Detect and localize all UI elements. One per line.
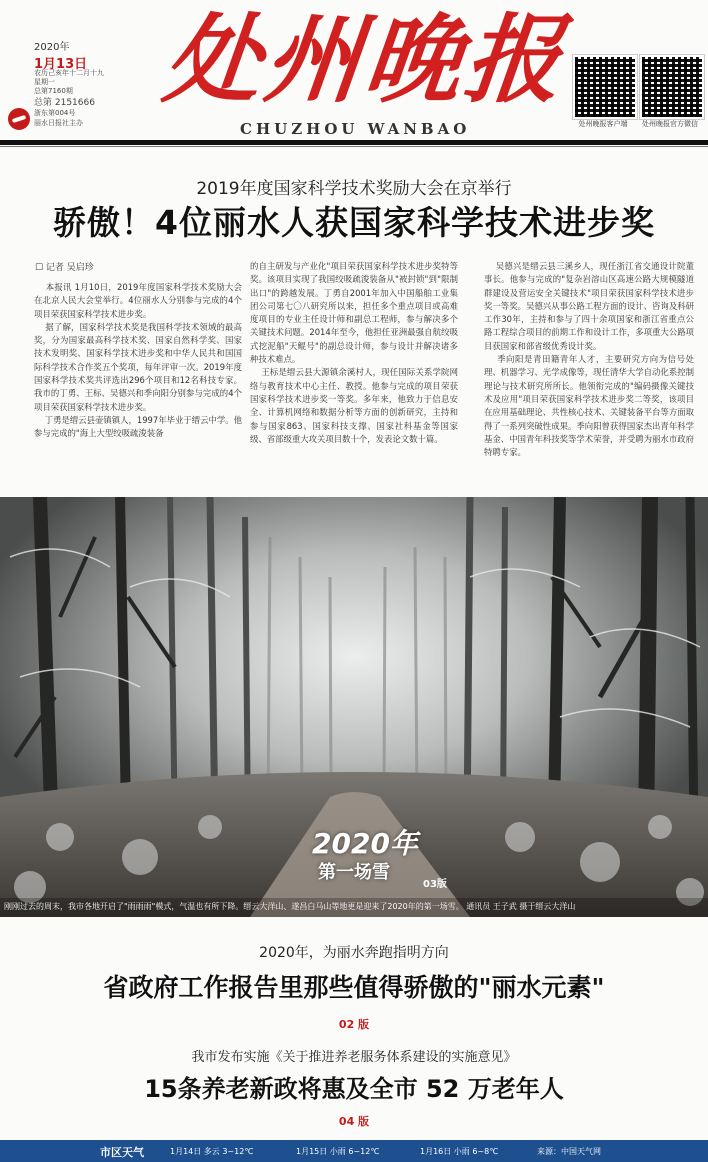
date-day: 1月13日 [34,57,88,72]
serial-number: 总第 2151666 [34,98,95,108]
story3-kicker: 我市发布实施《关于推进养老服务体系建设的实施意见》 [191,1050,517,1065]
issue-number: 总第7160期 [34,87,73,95]
photo-title: 2020年 [312,827,418,860]
weather-day-2: 1月15日 小雨 6~12℃ [296,1147,380,1156]
lunar-date: 农历己亥年十二月十九 [34,69,104,77]
story2-page-ref[interactable]: 02 版 [338,1018,370,1031]
weather-day-3: 1月16日 小雨 6~8℃ [420,1147,499,1156]
story2-headline[interactable]: 省政府工作报告里那些值得骄傲的"丽水元素" [103,973,605,1002]
story3-headline[interactable]: 15条养老新政将惠及全市 52 万老年人 [144,1075,564,1103]
weather-source: 来源：中国天气网 [537,1147,601,1156]
newspaper-title-english: CHUZHOU WANBAO [240,120,471,138]
newspaper-title: 处州晚报 [159,3,571,116]
photo-subtitle: 第一场雪 [318,862,390,883]
article-column-3: 吴德兴是缙云县三溪乡人，现任浙江省交通设计院董事长。他参与完成的"复杂岩溶山区高速公路大规模隧道群建设及营运安全关键技术"项目荣获国家科学技术进步奖一等奖。吴德兴从事公路工程方面的设计、咨询及科研工作30年，主持和参与了四十余项国家和浙江省重点公路工程综合项目的前期工作和设计工作，多项重大公路项目获国家和部省级优秀设计奖。 季向阳是青田籍青年人才，主要研究方向为信号处理、机器学习、光学成像等，现任清华大学自动化系控制理论与技术研究所所长。他领衔完成的"编码摄像关键技术及应用"项目荣获国家科学技术进步奖二等奖，该项目在应用基础理论、共性核心技术、关键装备平台等方面取得了一系列突破性成果。季向阳曾获得国家杰出青年科学基金、中国青年科技奖等学术荣誉，并受聘为丽水市政府特聘专家。 [484,261,695,458]
weekday: 星期一 [34,78,55,86]
photo-caption: 刚刚过去的周末，我市各地开启了"雨雨雨"模式，气温也有所下降。缙云大洋山、遂昌白马山等地更是迎来了2020年的第一场雪。 通讯员 王子武 摄于缙云大洋山 [4,902,576,911]
weather-day-1: 1月14日 多云 3~12℃ [170,1147,254,1156]
masthead-rule [0,140,708,145]
lead-headline[interactable]: 骄傲！4位丽水人获国家科学技术进步奖 [53,203,655,242]
story3-page-ref[interactable]: 04 版 [338,1115,370,1128]
masthead-rule-thin [0,146,708,147]
weather-label: 市区天气 [100,1146,144,1159]
publisher: 丽水日报社主办 [34,119,83,127]
registration-number: 浙东第004号 [34,109,76,117]
masthead [0,0,708,148]
qr-caption-app: 处州晚报客户端 [578,120,628,128]
qr-code-wechat-icon [640,55,704,119]
article-column-1: 本报讯 1月10日，2019年度国家科学技术奖励大会在北京人民大会堂举行。4位丽水人分别参与完成的4个项目荣获国家科学技术进步奖。 据了解，国家科学技术奖是我国科学技术领域的最高奖，分为国家最高科学技术奖、国家自然科学奖、国家技术发明奖、国家科学技术进步奖和中华人民共和国国际科学技术合作奖五个奖项，每年评审一次。2019年度国家科学技术奖共评选出296个项目和12名科技专家。我市的丁勇、王标、吴德兴和季向阳分别参与完成的4个项目荣获国家科学技术进步奖。 丁勇是缙云县壶镇镇人，1997年毕业于缙云中学。他参与完成的"海上大型绞吸疏浚装备 [34,282,243,439]
lead-kicker: 2019年度国家科学技术奖励大会在京举行 [196,179,512,199]
photo-page-ref[interactable]: 03版 [423,879,447,890]
byline: ☐ 记者 吴启珍 [35,263,94,273]
qr-caption-wechat: 处州晚报官方微信 [642,120,698,128]
story2-kicker: 2020年，为丽水奔跑指明方向 [259,945,449,961]
article-column-2: 的自主研发与产业化"项目荣获国家科学技术进步奖特等奖。该项目实现了我国绞吸疏浚装备从"被封锁"到"限制出口"的跨越发展。丁勇自2001年加入中国船舶工业集团公司第七〇八研究所以来，担任多个重点项目或高难度项目的专业主任设计师和副总工程师，参与解决多个关键技术问题。2014年至今，他担任亚洲最强自航绞吸式挖泥船"天鲲号"的副总设计师，参与设计并解决诸多种技术难点。 王标是缙云县大源镇余溪村人，现任国际关系学院网络与教育技术中心主任、教授。他参与完成的项目荣获国家科学技术进步奖一等奖。多年来，他致力于信息安全、计算机网络和数据分析等方面的创新研究，主持和参与国家863、国家科技支撑、国家社科基金等国家级、省部级重大攻关项目数十个，发表论文数十篇。 [250,261,458,444]
qr-code-app-icon [573,55,637,119]
newspaper-logo-icon [8,108,30,130]
date-year: 2020年 [34,42,70,53]
